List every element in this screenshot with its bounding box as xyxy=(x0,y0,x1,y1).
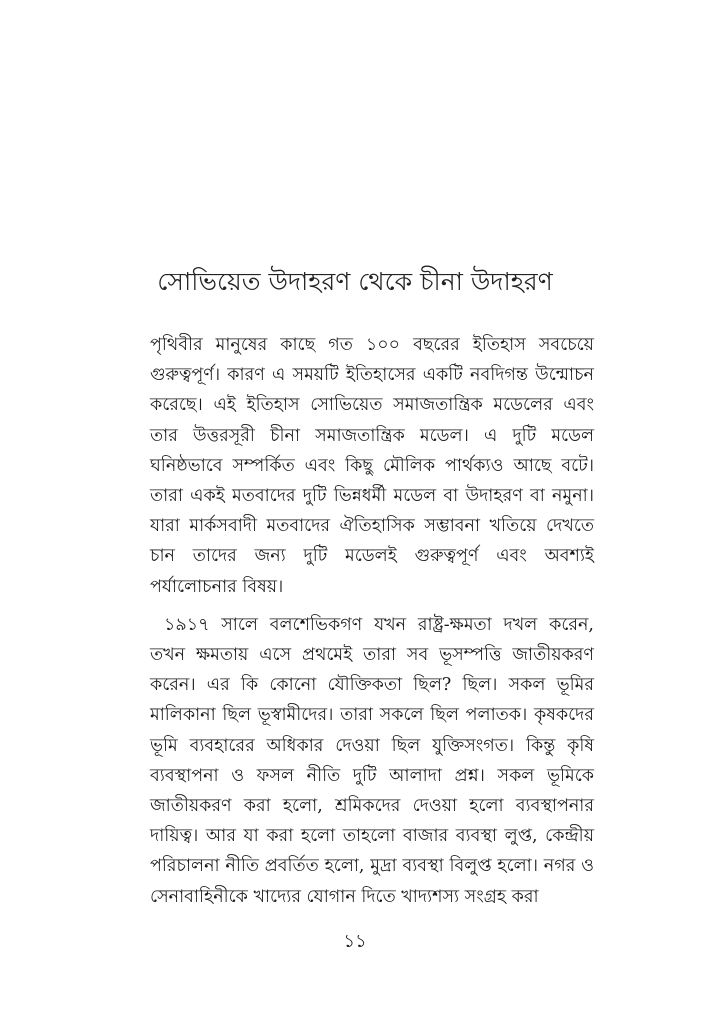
chapter-title: সোভিয়েত উদাহরণ থেকে চীনা উদাহরণ xyxy=(157,267,553,296)
paragraph-2: ১৯১৭ সালে বলশেভিকগণ যখন রাষ্ট্র-ক্ষমতা দখল করেন, তখন ক্ষমতায় এসে প্রথমেই তারা সব ভূসম্পত্তি জাতীয়করণ করেন। এর কি কোনো যৌক্তিকতা ছিল? ছিল। সকল ভূমির মালিকানা ছিল ভূস্বামীদের। তারা সকলে ছিল পলাতক। কৃষকদের ভূমি ব্যবহারের অধিকার দেওয়া ছিল যুক্তিসংগত। কিন্তু কৃষি ব্যবস্থাপনা ও ফসল নীতি দুটি আলাদা প্রশ্ন। সকল ভূমিকে জাতীয়করণ করা হলো, শ্রমিকদের দেওয়া হলো ব্যবস্থাপনার দায়িত্ব। আর যা করা হলো তাহলো বাজার ব্যবস্থা লুপ্ত, কেন্দ্রীয় পরিচালনা নীতি প্রবর্তিত হলো, মুদ্রা ব্যবস্থা বিলুপ্ত হলো। নগর ও সেনাবাহিনীকে খাদ্যের যোগান দিতে খাদ্যশস্য সংগ্রহ করা xyxy=(150,614,594,907)
paragraph-1: পৃথিবীর মানুষের কাছে গত ১০০ বছরের ইতিহাস সবচেয়ে গুরুত্বপূর্ণ। কারণ এ সময়টি ইতিহাসের একটি নবদিগন্ত উন্মোচন করেছে। এই ইতিহাস সোভিয়েত সমাজতান্ত্রিক মডেলের এবং তার উত্তরসূরী চীনা সমাজতান্ত্রিক মডেল। এ দুটি মডেল ঘনিষ্ঠভাবে সম্পর্কিত এবং কিছু মৌলিক পার্থক্যও আছে বটে। তারা একই মতবাদের দুটি ভিন্নধর্মী মডেল বা উদাহরণ বা নমুনা। যারা মার্কসবাদী মতবাদের ঐতিহাসিক সম্ভাবনা খতিয়ে দেখতে চান তাদের জন্য দুটি মডেলই গুরুত্বপূর্ণ এবং অবশ্যই পর্যালোচনার বিষয়। xyxy=(150,335,594,597)
body-text xyxy=(150,330,594,912)
page-number: ১১ xyxy=(343,931,367,952)
